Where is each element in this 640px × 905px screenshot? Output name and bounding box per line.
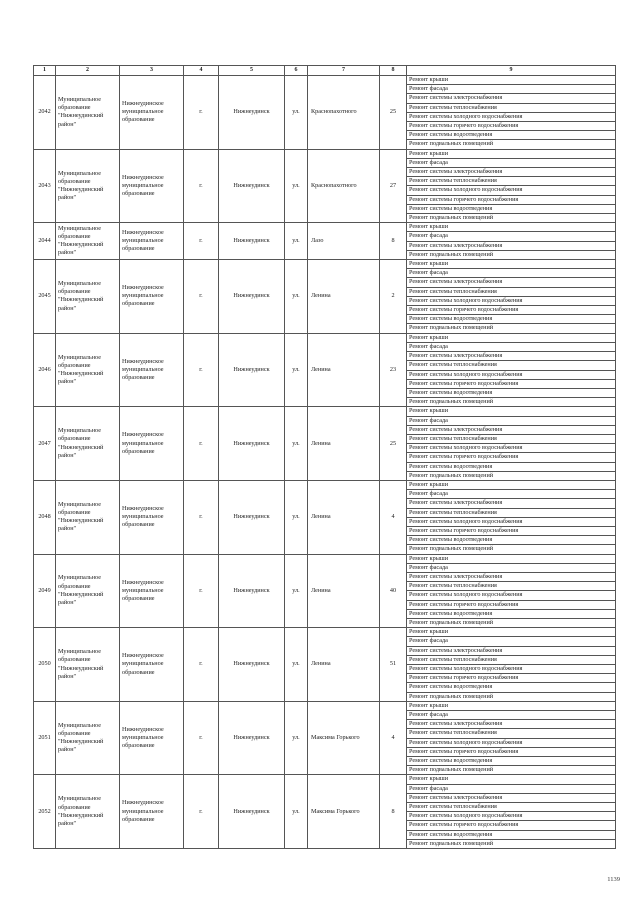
- locality-cell: Нижнеудинск: [219, 333, 285, 407]
- house-number-cell: 4: [380, 480, 407, 554]
- header-cell: 2: [56, 66, 120, 76]
- house-number-cell: 25: [380, 407, 407, 481]
- work-type-cell: Ремонт подвальных помещений: [407, 839, 616, 848]
- header-cell: 5: [219, 66, 285, 76]
- work-type-cell: Ремонт подвальных помещений: [407, 766, 616, 775]
- locality-cell: Нижнеудинск: [219, 76, 285, 150]
- work-type-cell: Ремонт системы холодного водоснабжения: [407, 370, 616, 379]
- municipality-cell: Муниципальное образование "Нижнеудинский район": [56, 775, 120, 849]
- work-type-cell: Ремонт системы холодного водоснабжения: [407, 444, 616, 453]
- work-type-cell: Ремонт системы водоотведения: [407, 462, 616, 471]
- locality-cell: Нижнеудинск: [219, 260, 285, 334]
- table-row: [34, 333, 616, 342]
- table-row: [34, 260, 616, 269]
- row-number-cell: 2044: [34, 223, 56, 260]
- work-type-cell: Ремонт системы горячего водоснабжения: [407, 600, 616, 609]
- table-row: [34, 554, 616, 563]
- row-number-cell: 2045: [34, 260, 56, 334]
- work-type-cell: Ремонт системы электроснабжения: [407, 241, 616, 250]
- street-type-cell: ул.: [285, 149, 308, 223]
- header-cell: 6: [285, 66, 308, 76]
- header-row: [34, 66, 616, 76]
- work-type-cell: Ремонт фасада: [407, 563, 616, 572]
- work-type-cell: Ремонт фасада: [407, 711, 616, 720]
- work-type-cell: Ремонт системы теплоснабжения: [407, 582, 616, 591]
- street-cell: Краснопахотного: [308, 76, 380, 150]
- house-number-cell: 40: [380, 554, 407, 628]
- municipality-cell: Муниципальное образование "Нижнеудинский район": [56, 76, 120, 150]
- work-type-cell: Ремонт системы холодного водоснабжения: [407, 812, 616, 821]
- row-number-cell: 2043: [34, 149, 56, 223]
- work-type-cell: Ремонт системы электроснабжения: [407, 94, 616, 103]
- municipality-cell: Муниципальное образование "Нижнеудинский район": [56, 149, 120, 223]
- work-type-cell: Ремонт системы электроснабжения: [407, 646, 616, 655]
- house-number-cell: 51: [380, 628, 407, 702]
- row-number-cell: 2049: [34, 554, 56, 628]
- work-type-cell: Ремонт подвальных помещений: [407, 324, 616, 333]
- row-number-cell: 2047: [34, 407, 56, 481]
- work-type-cell: Ремонт крыши: [407, 333, 616, 342]
- street-cell: Ленина: [308, 628, 380, 702]
- work-type-cell: Ремонт фасада: [407, 342, 616, 351]
- work-type-cell: Ремонт системы водоотведения: [407, 609, 616, 618]
- locality-type-cell: г.: [184, 554, 219, 628]
- settlement-cell: Нижнеудинское муниципальное образование: [120, 554, 184, 628]
- settlement-cell: Нижнеудинское муниципальное образование: [120, 76, 184, 150]
- work-type-cell: Ремонт крыши: [407, 223, 616, 232]
- work-type-cell: Ремонт системы теплоснабжения: [407, 287, 616, 296]
- street-type-cell: ул.: [285, 260, 308, 334]
- work-type-cell: Ремонт системы горячего водоснабжения: [407, 453, 616, 462]
- locality-type-cell: г.: [184, 407, 219, 481]
- municipality-cell: Муниципальное образование "Нижнеудинский район": [56, 701, 120, 775]
- work-type-cell: Ремонт крыши: [407, 701, 616, 710]
- street-cell: Лазо: [308, 223, 380, 260]
- header-cell: 8: [380, 66, 407, 76]
- work-type-cell: Ремонт системы электроснабжения: [407, 793, 616, 802]
- work-type-cell: Ремонт крыши: [407, 628, 616, 637]
- work-type-cell: Ремонт системы теплоснабжения: [407, 508, 616, 517]
- work-type-cell: Ремонт системы холодного водоснабжения: [407, 591, 616, 600]
- street-type-cell: ул.: [285, 333, 308, 407]
- work-type-cell: Ремонт системы горячего водоснабжения: [407, 195, 616, 204]
- street-cell: Краснопахотного: [308, 149, 380, 223]
- work-type-cell: Ремонт крыши: [407, 480, 616, 489]
- work-type-cell: Ремонт системы водоотведения: [407, 536, 616, 545]
- settlement-cell: Нижнеудинское муниципальное образование: [120, 701, 184, 775]
- work-type-cell: Ремонт системы электроснабжения: [407, 499, 616, 508]
- row-number-cell: 2050: [34, 628, 56, 702]
- municipality-cell: Муниципальное образование "Нижнеудинский район": [56, 407, 120, 481]
- work-type-cell: Ремонт системы холодного водоснабжения: [407, 665, 616, 674]
- street-cell: Максима Горького: [308, 701, 380, 775]
- street-type-cell: ул.: [285, 554, 308, 628]
- work-type-cell: Ремонт крыши: [407, 554, 616, 563]
- work-type-cell: Ремонт системы горячего водоснабжения: [407, 821, 616, 830]
- work-type-cell: Ремонт системы теплоснабжения: [407, 103, 616, 112]
- municipality-cell: Муниципальное образование "Нижнеудинский район": [56, 223, 120, 260]
- work-type-cell: Ремонт системы теплоснабжения: [407, 803, 616, 812]
- work-type-cell: Ремонт системы горячего водоснабжения: [407, 122, 616, 131]
- work-type-cell: Ремонт подвальных помещений: [407, 618, 616, 627]
- header-cell: 9: [407, 66, 616, 76]
- work-type-cell: Ремонт подвальных помещений: [407, 545, 616, 554]
- header-cell: 4: [184, 66, 219, 76]
- locality-cell: Нижнеудинск: [219, 628, 285, 702]
- work-type-cell: Ремонт системы холодного водоснабжения: [407, 186, 616, 195]
- work-type-cell: Ремонт системы холодного водоснабжения: [407, 517, 616, 526]
- house-number-cell: 27: [380, 149, 407, 223]
- table-row: [34, 480, 616, 489]
- table-row: [34, 775, 616, 784]
- work-type-cell: Ремонт системы холодного водоснабжения: [407, 738, 616, 747]
- work-type-cell: Ремонт крыши: [407, 76, 616, 85]
- municipality-cell: Муниципальное образование "Нижнеудинский район": [56, 628, 120, 702]
- work-type-cell: Ремонт подвальных помещений: [407, 398, 616, 407]
- house-number-cell: 4: [380, 701, 407, 775]
- locality-type-cell: г.: [184, 628, 219, 702]
- table-row: [34, 701, 616, 710]
- street-cell: Ленина: [308, 333, 380, 407]
- table-row: [34, 149, 616, 158]
- settlement-cell: Нижнеудинское муниципальное образование: [120, 407, 184, 481]
- work-type-cell: Ремонт системы водоотведения: [407, 388, 616, 397]
- house-number-cell: 8: [380, 775, 407, 849]
- work-type-cell: Ремонт системы горячего водоснабжения: [407, 379, 616, 388]
- locality-cell: Нижнеудинск: [219, 407, 285, 481]
- house-number-cell: 25: [380, 76, 407, 150]
- locality-cell: Нижнеудинск: [219, 223, 285, 260]
- row-number-cell: 2048: [34, 480, 56, 554]
- work-type-cell: Ремонт системы теплоснабжения: [407, 655, 616, 664]
- house-number-cell: 23: [380, 333, 407, 407]
- header-cell: 7: [308, 66, 380, 76]
- row-number-cell: 2046: [34, 333, 56, 407]
- work-type-cell: Ремонт системы электроснабжения: [407, 168, 616, 177]
- work-type-cell: Ремонт системы теплоснабжения: [407, 361, 616, 370]
- work-type-cell: Ремонт системы водоотведения: [407, 757, 616, 766]
- locality-cell: Нижнеудинск: [219, 554, 285, 628]
- work-type-cell: Ремонт крыши: [407, 260, 616, 269]
- work-type-cell: Ремонт системы холодного водоснабжения: [407, 296, 616, 305]
- street-type-cell: ул.: [285, 628, 308, 702]
- table-row: [34, 628, 616, 637]
- street-type-cell: ул.: [285, 223, 308, 260]
- settlement-cell: Нижнеудинское муниципальное образование: [120, 333, 184, 407]
- house-number-cell: 8: [380, 223, 407, 260]
- locality-type-cell: г.: [184, 149, 219, 223]
- work-type-cell: Ремонт крыши: [407, 149, 616, 158]
- work-type-cell: Ремонт системы электроснабжения: [407, 572, 616, 581]
- row-number-cell: 2052: [34, 775, 56, 849]
- street-cell: Максима Горького: [308, 775, 380, 849]
- street-type-cell: ул.: [285, 775, 308, 849]
- table-row: [34, 76, 616, 85]
- municipality-cell: Муниципальное образование "Нижнеудинский район": [56, 260, 120, 334]
- work-type-cell: Ремонт системы электроснабжения: [407, 720, 616, 729]
- work-type-cell: Ремонт системы электроснабжения: [407, 278, 616, 287]
- row-number-cell: 2051: [34, 701, 56, 775]
- work-type-cell: Ремонт системы горячего водоснабжения: [407, 306, 616, 315]
- work-type-cell: Ремонт системы теплоснабжения: [407, 434, 616, 443]
- street-cell: Ленина: [308, 407, 380, 481]
- municipality-cell: Муниципальное образование "Нижнеудинский район": [56, 333, 120, 407]
- work-type-cell: Ремонт крыши: [407, 775, 616, 784]
- work-type-cell: Ремонт подвальных помещений: [407, 140, 616, 149]
- work-type-cell: Ремонт системы горячего водоснабжения: [407, 674, 616, 683]
- work-type-cell: Ремонт системы горячего водоснабжения: [407, 526, 616, 535]
- municipality-cell: Муниципальное образование "Нижнеудинский район": [56, 480, 120, 554]
- work-type-cell: Ремонт подвальных помещений: [407, 692, 616, 701]
- settlement-cell: Нижнеудинское муниципальное образование: [120, 260, 184, 334]
- work-type-cell: Ремонт системы теплоснабжения: [407, 729, 616, 738]
- work-type-cell: Ремонт системы электроснабжения: [407, 425, 616, 434]
- work-type-cell: Ремонт системы водоотведения: [407, 315, 616, 324]
- street-cell: Ленина: [308, 554, 380, 628]
- work-type-cell: Ремонт фасада: [407, 158, 616, 167]
- work-type-cell: Ремонт системы водоотведения: [407, 131, 616, 140]
- municipality-cell: Муниципальное образование "Нижнеудинский район": [56, 554, 120, 628]
- locality-type-cell: г.: [184, 223, 219, 260]
- settlement-cell: Нижнеудинское муниципальное образование: [120, 775, 184, 849]
- work-type-cell: Ремонт крыши: [407, 407, 616, 416]
- settlement-cell: Нижнеудинское муниципальное образование: [120, 480, 184, 554]
- work-type-cell: Ремонт фасада: [407, 490, 616, 499]
- work-type-cell: Ремонт системы водоотведения: [407, 204, 616, 213]
- settlement-cell: Нижнеудинское муниципальное образование: [120, 628, 184, 702]
- street-type-cell: ул.: [285, 701, 308, 775]
- settlement-cell: Нижнеудинское муниципальное образование: [120, 223, 184, 260]
- work-type-cell: Ремонт системы водоотведения: [407, 683, 616, 692]
- work-type-cell: Ремонт фасада: [407, 784, 616, 793]
- work-type-cell: Ремонт системы электроснабжения: [407, 352, 616, 361]
- work-type-cell: Ремонт фасада: [407, 637, 616, 646]
- page-number: 1139: [607, 876, 620, 883]
- locality-cell: Нижнеудинск: [219, 149, 285, 223]
- header-cell: 3: [120, 66, 184, 76]
- work-type-cell: Ремонт фасада: [407, 416, 616, 425]
- work-type-cell: Ремонт системы горячего водоснабжения: [407, 747, 616, 756]
- locality-type-cell: г.: [184, 76, 219, 150]
- house-number-cell: 2: [380, 260, 407, 334]
- locality-cell: Нижнеудинск: [219, 480, 285, 554]
- locality-type-cell: г.: [184, 480, 219, 554]
- locality-cell: Нижнеудинск: [219, 775, 285, 849]
- work-type-cell: Ремонт фасада: [407, 232, 616, 241]
- work-type-cell: Ремонт системы водоотведения: [407, 830, 616, 839]
- table-row: [34, 407, 616, 416]
- work-type-cell: Ремонт системы теплоснабжения: [407, 177, 616, 186]
- work-type-cell: Ремонт фасада: [407, 269, 616, 278]
- work-type-cell: Ремонт системы холодного водоснабжения: [407, 112, 616, 121]
- register-table: [33, 65, 616, 849]
- street-type-cell: ул.: [285, 76, 308, 150]
- settlement-cell: Нижнеудинское муниципальное образование: [120, 149, 184, 223]
- street-type-cell: ул.: [285, 480, 308, 554]
- locality-cell: Нижнеудинск: [219, 701, 285, 775]
- table-row: [34, 223, 616, 232]
- street-cell: Ленина: [308, 480, 380, 554]
- street-cell: Ленина: [308, 260, 380, 334]
- work-type-cell: Ремонт подвальных помещений: [407, 214, 616, 223]
- locality-type-cell: г.: [184, 333, 219, 407]
- header-cell: 1: [34, 66, 56, 76]
- work-type-cell: Ремонт подвальных помещений: [407, 471, 616, 480]
- work-type-cell: Ремонт фасада: [407, 85, 616, 94]
- locality-type-cell: г.: [184, 701, 219, 775]
- street-type-cell: ул.: [285, 407, 308, 481]
- locality-type-cell: г.: [184, 260, 219, 334]
- work-type-cell: Ремонт подвальных помещений: [407, 250, 616, 259]
- row-number-cell: 2042: [34, 76, 56, 150]
- locality-type-cell: г.: [184, 775, 219, 849]
